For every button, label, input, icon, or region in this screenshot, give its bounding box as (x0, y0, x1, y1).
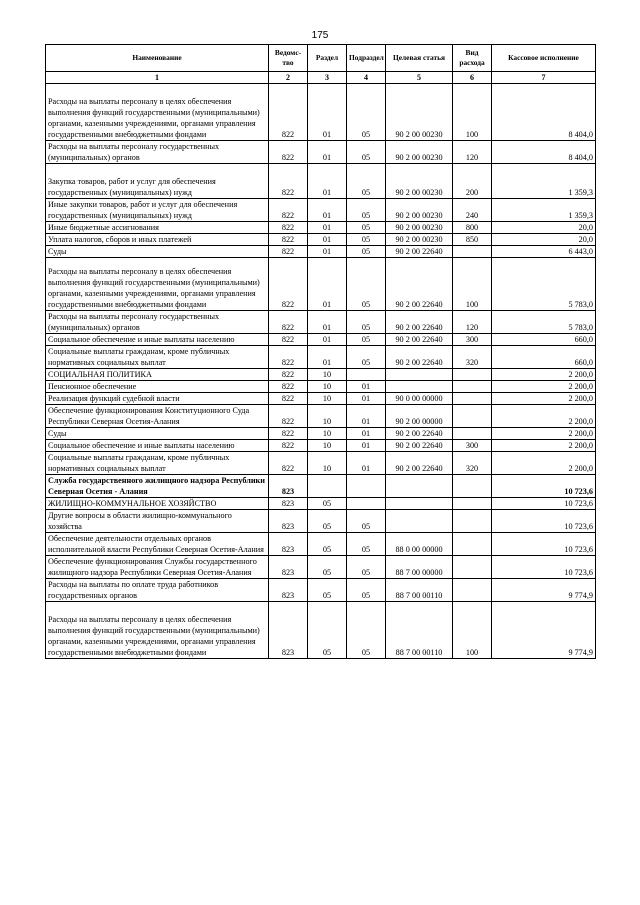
cell-ved: 822 (269, 222, 308, 234)
spacer-cell (453, 164, 492, 177)
table-row (46, 141, 596, 164)
header-podrazdel: Подраздел (347, 45, 386, 72)
colnum-3: 3 (308, 72, 347, 84)
cell-razdel: 01 (308, 334, 347, 346)
cell-sum: 8 404,0 (492, 96, 596, 141)
cell-razdel: 10 (308, 428, 347, 440)
cell-razdel: 10 (308, 452, 347, 475)
cell-podrazdel: 01 (347, 405, 386, 428)
colnum-4: 4 (347, 72, 386, 84)
cell-razdel: 10 (308, 393, 347, 405)
cell-target: 88 7 00 00110 (386, 614, 453, 659)
cell-sum: 9 774,9 (492, 614, 596, 659)
page-number: 175 (311, 30, 329, 41)
cell-podrazdel: 01 (347, 452, 386, 475)
cell-ved: 823 (269, 556, 308, 579)
cell-name: Социальные выплаты гражданам, кроме публичных нормативных социальных выплат (46, 452, 269, 475)
cell-podrazdel: 05 (347, 614, 386, 659)
cell-ved: 822 (269, 141, 308, 164)
spacer-cell (347, 258, 386, 267)
cell-podrazdel (347, 369, 386, 381)
spacer-cell (386, 258, 453, 267)
cell-vid: 120 (453, 141, 492, 164)
cell-vid: 100 (453, 96, 492, 141)
cell-name: Расходы на выплаты персоналу государственных (муниципальных) органов (46, 141, 269, 164)
cell-sum: 6 443,0 (492, 246, 596, 258)
cell-razdel: 01 (308, 141, 347, 164)
cell-name: Служба государственного жилищного надзора Республики Северная Осетия - Алания (46, 475, 269, 498)
cell-sum: 660,0 (492, 346, 596, 369)
spacer-cell (347, 164, 386, 177)
spacer-cell (386, 84, 453, 97)
cell-razdel: 05 (308, 510, 347, 533)
cell-razdel: 01 (308, 199, 347, 222)
cell-ved: 822 (269, 405, 308, 428)
cell-vid: 120 (453, 311, 492, 334)
cell-sum: 10 723,6 (492, 533, 596, 556)
cell-sum: 1 359,3 (492, 176, 596, 199)
cell-ved: 822 (269, 369, 308, 381)
colnum-2: 2 (269, 72, 308, 84)
cell-podrazdel: 05 (347, 556, 386, 579)
cell-podrazdel: 05 (347, 533, 386, 556)
cell-razdel (308, 475, 347, 498)
cell-vid: 200 (453, 176, 492, 199)
cell-ved: 823 (269, 533, 308, 556)
cell-target: 90 2 00 00230 (386, 234, 453, 246)
colnum-5: 5 (386, 72, 453, 84)
spacer-cell (492, 602, 596, 615)
cell-ved: 822 (269, 381, 308, 393)
cell-vid (453, 475, 492, 498)
spacer-cell (308, 84, 347, 97)
cell-podrazdel (347, 498, 386, 510)
cell-ved: 822 (269, 246, 308, 258)
table-row (46, 510, 596, 533)
cell-name: Иные закупки товаров, работ и услуг для обеспечения государственных (муниципальных) нужд (46, 199, 269, 222)
cell-name: Пенсионное обеспечение (46, 381, 269, 393)
cell-vid: 320 (453, 452, 492, 475)
table-row (46, 246, 596, 258)
cell-podrazdel: 05 (347, 246, 386, 258)
spacer-cell (46, 258, 269, 267)
cell-name: Иные бюджетные ассигнования (46, 222, 269, 234)
table-row (46, 199, 596, 222)
cell-target: 90 2 00 00230 (386, 199, 453, 222)
cell-podrazdel: 05 (347, 266, 386, 311)
cell-ved: 822 (269, 346, 308, 369)
table-row (46, 369, 596, 381)
table-row (46, 533, 596, 556)
cell-razdel: 01 (308, 234, 347, 246)
cell-target: 90 2 00 22640 (386, 440, 453, 452)
cell-ved: 822 (269, 393, 308, 405)
cell-podrazdel: 01 (347, 381, 386, 393)
row-spacer (46, 258, 596, 267)
cell-name: Суды (46, 246, 269, 258)
spacer-cell (453, 258, 492, 267)
cell-name: Другие вопросы в области жилищно-коммунального хозяйства (46, 510, 269, 533)
cell-name: Расходы на выплаты персоналу в целях обеспечения выполнения функций государственными (муниципальными) органами, казенными учреждениями, органами управления государственными внебюджетными фондами (46, 614, 269, 659)
cell-sum: 1 359,3 (492, 199, 596, 222)
spacer-cell (269, 84, 308, 97)
cell-name: Обеспечение функционирования Службы государственного жилищного надзора Республики Северная Осетия-Алания (46, 556, 269, 579)
table-row (46, 96, 596, 141)
cell-sum: 2 200,0 (492, 452, 596, 475)
table-row (46, 381, 596, 393)
cell-vid (453, 393, 492, 405)
cell-podrazdel (347, 475, 386, 498)
table-row (46, 266, 596, 311)
cell-vid (453, 369, 492, 381)
header-vid: Вид расхода (453, 45, 492, 72)
cell-sum: 5 783,0 (492, 266, 596, 311)
cell-ved: 823 (269, 498, 308, 510)
spacer-cell (386, 164, 453, 177)
cell-target (386, 510, 453, 533)
cell-sum: 10 723,6 (492, 556, 596, 579)
cell-podrazdel: 05 (347, 141, 386, 164)
header-name: Наименование (46, 45, 269, 72)
cell-vid (453, 510, 492, 533)
cell-ved: 822 (269, 428, 308, 440)
table-row (46, 440, 596, 452)
cell-name: Обеспечение функционирования Конституционного Суда Республики Северная Осетия-Алания (46, 405, 269, 428)
cell-vid (453, 556, 492, 579)
table-row (46, 428, 596, 440)
cell-razdel: 01 (308, 222, 347, 234)
spacer-cell (308, 258, 347, 267)
header-sum: Кассовое исполнение (492, 45, 596, 72)
cell-ved: 822 (269, 199, 308, 222)
cell-podrazdel: 05 (347, 334, 386, 346)
budget-table (45, 44, 596, 659)
cell-name: Расходы на выплаты персоналу в целях обеспечения выполнения функций государственными (муниципальными) органами, казенными учреждениями, органами управления государственными внебюджетными фондами (46, 266, 269, 311)
spacer-cell (347, 602, 386, 615)
table-row (46, 452, 596, 475)
table-row (46, 405, 596, 428)
row-spacer (46, 164, 596, 177)
cell-ved: 822 (269, 176, 308, 199)
cell-vid (453, 405, 492, 428)
cell-razdel: 05 (308, 556, 347, 579)
table-row (46, 311, 596, 334)
cell-podrazdel: 05 (347, 222, 386, 234)
table-row (46, 498, 596, 510)
header-razdel: Раздел (308, 45, 347, 72)
cell-sum: 9 774,9 (492, 579, 596, 602)
table-row (46, 556, 596, 579)
cell-podrazdel: 05 (347, 199, 386, 222)
cell-target (386, 498, 453, 510)
cell-razdel: 01 (308, 246, 347, 258)
cell-target: 90 2 00 22640 (386, 266, 453, 311)
cell-sum: 660,0 (492, 334, 596, 346)
spacer-cell (46, 602, 269, 615)
cell-name: Расходы на выплаты по оплате труда работников государственных органов (46, 579, 269, 602)
row-spacer (46, 602, 596, 615)
cell-vid: 100 (453, 614, 492, 659)
cell-vid: 850 (453, 234, 492, 246)
spacer-cell (308, 164, 347, 177)
header-target: Целевая статья (386, 45, 453, 72)
cell-ved: 822 (269, 234, 308, 246)
cell-razdel: 05 (308, 533, 347, 556)
table-row (46, 234, 596, 246)
cell-razdel: 01 (308, 346, 347, 369)
colnum-6: 6 (453, 72, 492, 84)
cell-sum: 8 404,0 (492, 141, 596, 164)
cell-ved: 823 (269, 579, 308, 602)
cell-sum: 2 200,0 (492, 428, 596, 440)
table-row (46, 475, 596, 498)
table-row (46, 346, 596, 369)
cell-vid: 240 (453, 199, 492, 222)
header-row (46, 45, 596, 72)
spacer-cell (46, 164, 269, 177)
spacer-cell (492, 164, 596, 177)
cell-razdel: 01 (308, 311, 347, 334)
cell-podrazdel: 05 (347, 311, 386, 334)
table-row (46, 334, 596, 346)
cell-sum: 2 200,0 (492, 440, 596, 452)
cell-target: 90 2 00 22640 (386, 428, 453, 440)
cell-target: 90 2 00 00230 (386, 176, 453, 199)
spacer-cell (453, 602, 492, 615)
cell-name: СОЦИАЛЬНАЯ ПОЛИТИКА (46, 369, 269, 381)
cell-ved: 822 (269, 334, 308, 346)
cell-podrazdel: 05 (347, 346, 386, 369)
spacer-cell (269, 164, 308, 177)
cell-target (386, 475, 453, 498)
cell-target: 90 2 00 00230 (386, 141, 453, 164)
cell-target: 90 2 00 00230 (386, 96, 453, 141)
header-ved: Ведомс-тво (269, 45, 308, 72)
cell-target: 88 7 00 00110 (386, 579, 453, 602)
colnum-7: 7 (492, 72, 596, 84)
cell-ved: 823 (269, 475, 308, 498)
cell-name: Социальное обеспечение и иные выплаты населению (46, 334, 269, 346)
cell-razdel: 05 (308, 498, 347, 510)
cell-name: Социальное обеспечение и иные выплаты населению (46, 440, 269, 452)
cell-target: 88 0 00 00000 (386, 533, 453, 556)
cell-ved: 822 (269, 311, 308, 334)
cell-ved: 822 (269, 452, 308, 475)
cell-sum: 10 723,6 (492, 475, 596, 498)
spacer-cell (269, 258, 308, 267)
cell-vid: 100 (453, 266, 492, 311)
cell-sum: 2 200,0 (492, 381, 596, 393)
cell-podrazdel: 05 (347, 510, 386, 533)
cell-razdel: 01 (308, 96, 347, 141)
cell-name: Суды (46, 428, 269, 440)
cell-name: Социальные выплаты гражданам, кроме публичных нормативных социальных выплат (46, 346, 269, 369)
cell-target (386, 381, 453, 393)
cell-vid (453, 579, 492, 602)
cell-vid (453, 428, 492, 440)
cell-razdel: 01 (308, 266, 347, 311)
cell-razdel: 05 (308, 579, 347, 602)
cell-vid (453, 533, 492, 556)
cell-ved: 822 (269, 96, 308, 141)
cell-vid (453, 381, 492, 393)
cell-ved: 823 (269, 510, 308, 533)
cell-razdel: 10 (308, 369, 347, 381)
cell-sum: 2 200,0 (492, 393, 596, 405)
cell-sum: 20,0 (492, 234, 596, 246)
cell-target: 88 7 00 00000 (386, 556, 453, 579)
cell-target: 90 2 00 00000 (386, 405, 453, 428)
cell-vid: 800 (453, 222, 492, 234)
cell-podrazdel: 01 (347, 393, 386, 405)
spacer-cell (453, 84, 492, 97)
cell-razdel: 05 (308, 614, 347, 659)
cell-razdel: 10 (308, 440, 347, 452)
cell-sum: 10 723,6 (492, 498, 596, 510)
cell-sum: 10 723,6 (492, 510, 596, 533)
row-spacer (46, 84, 596, 97)
cell-podrazdel: 05 (347, 579, 386, 602)
spacer-cell (492, 84, 596, 97)
colnum-1: 1 (46, 72, 269, 84)
spacer-cell (492, 258, 596, 267)
column-number-row (46, 72, 596, 84)
cell-name: Уплата налогов, сборов и иных платежей (46, 234, 269, 246)
cell-vid (453, 246, 492, 258)
cell-vid: 300 (453, 440, 492, 452)
cell-target: 90 2 00 22640 (386, 452, 453, 475)
cell-target (386, 369, 453, 381)
table-row (46, 222, 596, 234)
table-row (46, 393, 596, 405)
spacer-cell (46, 84, 269, 97)
table-row (46, 579, 596, 602)
cell-target: 90 2 00 22640 (386, 311, 453, 334)
table-row (46, 614, 596, 659)
cell-vid (453, 498, 492, 510)
cell-podrazdel: 01 (347, 440, 386, 452)
cell-podrazdel: 05 (347, 234, 386, 246)
cell-name: Закупка товаров, работ и услуг для обеспечения государственных (муниципальных) нужд (46, 176, 269, 199)
cell-sum: 2 200,0 (492, 369, 596, 381)
cell-target: 90 2 00 22640 (386, 246, 453, 258)
cell-ved: 822 (269, 440, 308, 452)
cell-target: 90 0 00 00000 (386, 393, 453, 405)
spacer-cell (269, 602, 308, 615)
cell-name: Расходы на выплаты персоналу в целях обеспечения выполнения функций государственными (муниципальными) органами, казенными учреждениями, органами управления государственными внебюджетными фондами (46, 96, 269, 141)
cell-vid: 320 (453, 346, 492, 369)
spacer-cell (308, 602, 347, 615)
cell-sum: 20,0 (492, 222, 596, 234)
cell-target: 90 2 00 00230 (386, 222, 453, 234)
spacer-cell (386, 602, 453, 615)
cell-razdel: 01 (308, 176, 347, 199)
cell-name: Расходы на выплаты персоналу государственных (муниципальных) органов (46, 311, 269, 334)
cell-sum: 2 200,0 (492, 405, 596, 428)
cell-razdel: 10 (308, 405, 347, 428)
cell-ved: 823 (269, 614, 308, 659)
cell-ved: 822 (269, 266, 308, 311)
cell-podrazdel: 01 (347, 428, 386, 440)
table-row (46, 176, 596, 199)
cell-podrazdel: 05 (347, 96, 386, 141)
cell-vid: 300 (453, 334, 492, 346)
cell-sum: 5 783,0 (492, 311, 596, 334)
cell-target: 90 2 00 22640 (386, 346, 453, 369)
spacer-cell (347, 84, 386, 97)
cell-razdel: 10 (308, 381, 347, 393)
cell-name: ЖИЛИЩНО-КОММУНАЛЬНОЕ ХОЗЯЙСТВО (46, 498, 269, 510)
cell-name: Обеспечение деятельности отдельных органов исполнительной власти Республики Северная Осетия-Алания (46, 533, 269, 556)
cell-target: 90 2 00 22640 (386, 334, 453, 346)
cell-name: Реализация функций судебной власти (46, 393, 269, 405)
cell-podrazdel: 05 (347, 176, 386, 199)
